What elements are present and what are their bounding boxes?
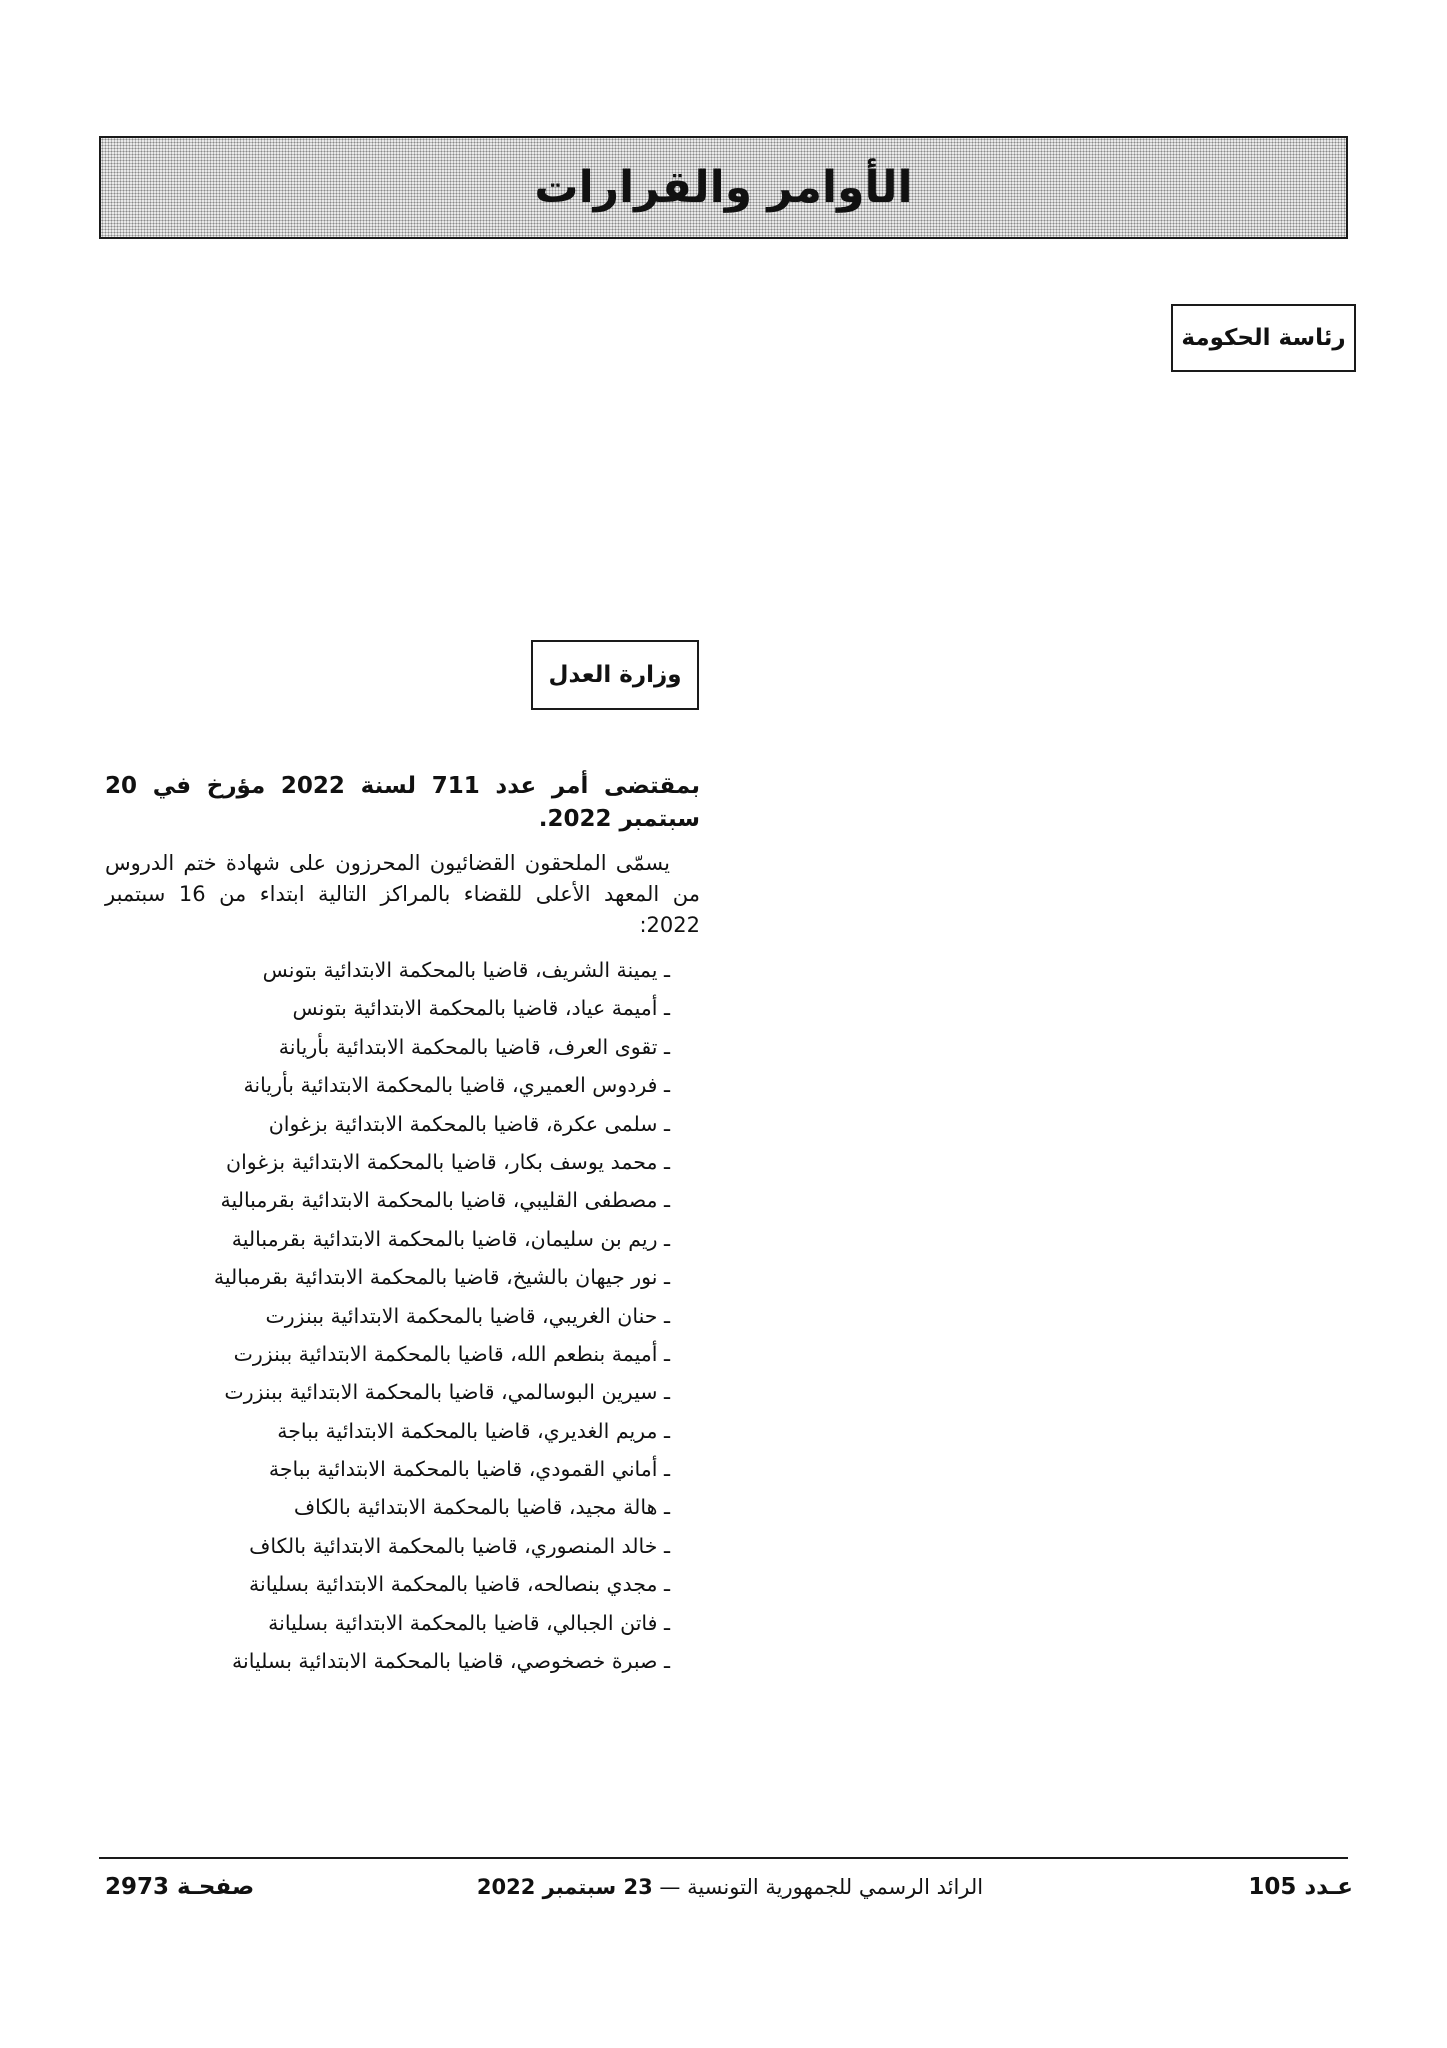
journal-name: الرائد الرسمي للجمهورية التونسية — (659, 1875, 984, 1899)
justice-label-text: وزارة العدل (548, 662, 682, 688)
section-label-justice (531, 640, 699, 710)
journal-title (465, 1870, 995, 1904)
list-item: ـ فاتن الجبالي، قاضيا بالمحكمة الابتدائية بسليانة (268, 1610, 670, 1635)
list-item: ـ نور جيهان بالشيخ، قاضيا بالمحكمة الابتدائية بقرمبالية (213, 1265, 670, 1290)
decree-intro: يسمّى الملحقون القضائيون المحرزون على شهادة ختم الدروس من المعهد الأعلى للقضاء بالمراكز التالية ابتداء من 16 سبتمبر 2022: (105, 851, 700, 937)
list-item: ـ مريم الغديري، قاضيا بالمحكمة الابتدائية بباجة (277, 1418, 670, 1443)
list-item: ـ تقوى العرف، قاضيا بالمحكمة الابتدائية بأريانة (278, 1034, 670, 1059)
list-item: ـ أميمة بنطعم الله، قاضيا بالمحكمة الابتدائية ببنزرت (233, 1341, 670, 1366)
issue-date: 23 سبتمبر 2022 (476, 1875, 653, 1899)
list-item: ـ ريم بن سليمان، قاضيا بالمحكمة الابتدائية بقرمبالية (231, 1226, 670, 1251)
list-item: ـ صبرة خصخوصي، قاضيا بالمحكمة الابتدائية بسليانة (232, 1649, 670, 1674)
decree-heading: بمقتضى أمر عدد 711 لسنة 2022 مؤرخ في 20 سبتمبر 2022. (105, 773, 700, 832)
page-number: صفحـة 2973 (105, 1874, 255, 1900)
list-item: ـ سيرين البوسالمي، قاضيا بالمحكمة الابتدائية ببنزرت (224, 1380, 670, 1405)
list-item: ـ يمينة الشريف، قاضيا بالمحكمة الابتدائية بتونس (262, 958, 670, 982)
appointments-list (105, 951, 700, 1680)
list-item: ـ حنان الغريبي، قاضيا بالمحكمة الابتدائية ببنزرت (265, 1303, 670, 1328)
list-item: ـ أماني القمودي، قاضيا بالمحكمة الابتدائية بباجة (268, 1457, 670, 1482)
section-label-presidency (1171, 304, 1356, 372)
list-item: ـ هالة مجيد، قاضيا بالمحكمة الابتدائية بالكاف (293, 1495, 670, 1520)
section-banner (99, 136, 1348, 239)
justice-decree-column (105, 770, 700, 1680)
list-item: ـ مصطفى القليبي، قاضيا بالمحكمة الابتدائية بقرمبالية (220, 1188, 670, 1213)
list-item: ـ خالد المنصوري، قاضيا بالمحكمة الابتدائية بالكاف (249, 1533, 670, 1558)
list-item: ـ أميمة عياد، قاضيا بالمحكمة الابتدائية بتونس (292, 996, 670, 1021)
issue-number: عـدد 105 (1248, 1874, 1353, 1900)
list-item: ـ فردوس العميري، قاضيا بالمحكمة الابتدائية بأريانة (243, 1073, 670, 1098)
banner-title: الأوامر والقرارات (534, 162, 913, 213)
footer-divider (99, 1857, 1348, 1859)
list-item: ـ محمد يوسف بكار، قاضيا بالمحكمة الابتدائية بزغوان (226, 1149, 670, 1174)
list-item: ـ سلمى عكرة، قاضيا بالمحكمة الابتدائية بزغوان (268, 1111, 670, 1136)
presidency-label-text: رئاسة الحكومة (1181, 325, 1346, 351)
list-item: ـ مجدي بنصالحه، قاضيا بالمحكمة الابتدائية بسليانة (249, 1572, 670, 1597)
